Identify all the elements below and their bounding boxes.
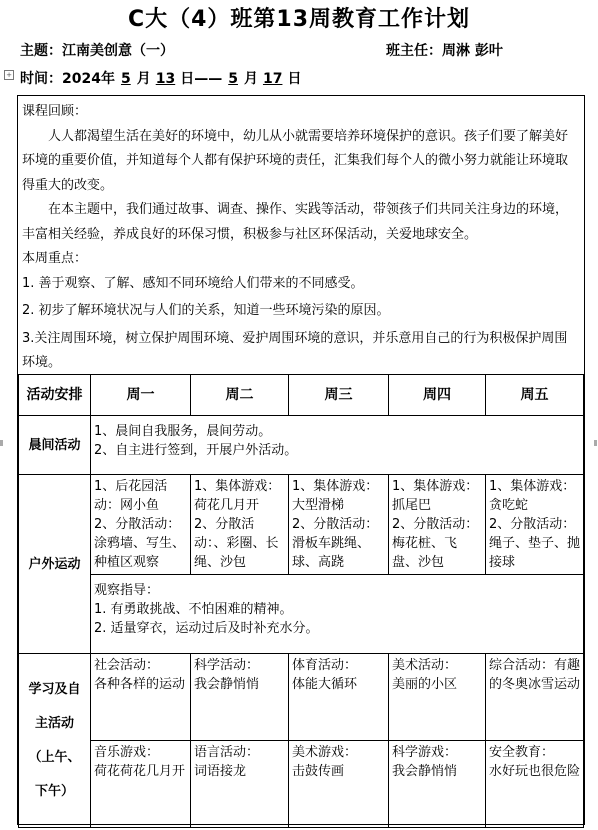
review-heading: 课程回顾： <box>22 104 88 119</box>
study-thursday-pm: 科学游戏： 我会静悄悄 <box>389 741 486 828</box>
observation-guide <box>91 575 584 654</box>
schedule-table <box>18 374 584 828</box>
time-month-1: 月 <box>136 71 151 87</box>
focus-point-2: 2. 初步了解环境状况与人们的关系，知道一些环境污染的原因。 <box>22 303 390 318</box>
focus-point-1: 1. 善于观察、了解、感知不同环境给人们带来的不同感受。 <box>22 275 364 291</box>
margin-marker <box>594 440 597 446</box>
time-line <box>20 68 301 88</box>
observation-row <box>19 575 584 654</box>
start-day: 13 <box>155 71 176 87</box>
study-monday-am: 社会活动： 各种各样的运动 <box>91 654 191 741</box>
study-thursday-am: 美术活动： 美丽的小区 <box>389 654 486 741</box>
observe-item-1: 1. 有勇敢挑战、不怕困难的精神。 <box>94 602 293 617</box>
review-paragraph-2: 在本主题中，我们通过故事、调查、操作、实践等活动，带领孩子们共同关注身边的环境，丰富相关经验，养成良好的环保习惯，积极参与社区环保活动，关爱地球安全。 <box>22 202 569 242</box>
outdoor-label: 户外运动 <box>19 475 91 654</box>
morning-row <box>19 416 584 475</box>
study-tuesday-am: 科学活动： 我会静悄悄 <box>191 654 289 741</box>
plan-frame <box>17 95 585 825</box>
teacher-names: 周淋 彭叶 <box>442 43 503 59</box>
study-tuesday-pm: 语言活动： 词语接龙 <box>191 741 289 828</box>
time-day-end: 日 <box>287 71 302 87</box>
study-friday-pm: 安全教育： 水好玩也很危险 <box>486 741 584 828</box>
theme-value: 江南美创意（一） <box>62 43 174 59</box>
morning-item-1: 1、晨间自我服务，晨间劳动。 <box>94 424 272 439</box>
outdoor-friday: 1、集体游戏：贪吃蛇 2、分散活动：绳子、垫子、抛接球 <box>486 475 584 575</box>
study-label-line-2: 主活动 <box>34 715 74 731</box>
morning-item-2: 2、自主进行签到，开展户外活动。 <box>94 443 298 458</box>
theme-label: 主题： <box>20 43 62 59</box>
time-label: 时间：2024年 <box>20 71 115 87</box>
study-wednesday-am: 体育活动： 体能大循环 <box>289 654 389 741</box>
study-label-line-1: 学习及自 <box>28 681 81 697</box>
teacher-line <box>386 40 503 60</box>
day-monday: 周一 <box>91 375 191 416</box>
study-row-2 <box>19 741 584 828</box>
end-month: 5 <box>228 71 238 87</box>
outdoor-wednesday: 1、集体游戏：大型滑梯 2、分散活动：滑板车跳绳、球、高跷 <box>289 475 389 575</box>
teacher-label: 班主任： <box>386 43 442 59</box>
day-friday: 周五 <box>486 375 584 416</box>
observe-item-2: 2. 适量穿衣，运动过后及时补充水分。 <box>94 621 319 636</box>
review-paragraph-1: 人人都渴望生活在美好的环境中，幼儿从小就需要培养环境保护的意识。孩子们要了解美好环境的重要价值，并知道每个人都有保护环境的责任，汇集我们每个人的微小努力就能让环境取得重大的改变。 <box>22 128 569 193</box>
focus-heading: 本周重点： <box>22 251 88 266</box>
study-wednesday-pm: 美术游戏： 击鼓传画 <box>289 741 389 828</box>
morning-label: 晨间活动 <box>19 416 91 475</box>
move-handle-icon[interactable]: + <box>4 70 14 80</box>
table-header-row <box>19 375 584 416</box>
day-wednesday: 周三 <box>289 375 389 416</box>
study-label <box>19 654 91 828</box>
day-thursday: 周四 <box>389 375 486 416</box>
time-month-2: 月 <box>243 71 258 87</box>
course-review <box>18 96 583 374</box>
theme-line <box>20 40 174 60</box>
page-title: C大（4）班第13周教育工作计划 <box>127 7 471 32</box>
outdoor-thursday: 1、集体游戏：抓尾巴 2、分散活动：梅花桩、飞盘、沙包 <box>389 475 486 575</box>
outdoor-monday: 1、后花园活动：网小鱼 2、分散活动：涂鸦墙、写生、种植区观察 <box>91 475 191 575</box>
observe-heading: 观察指导： <box>94 583 160 598</box>
morning-content <box>91 416 584 475</box>
study-label-line-3: （上午、 <box>28 749 81 765</box>
outdoor-row <box>19 475 584 575</box>
day-tuesday: 周二 <box>191 375 289 416</box>
study-row-1 <box>19 654 584 741</box>
header-label: 活动安排 <box>19 375 91 416</box>
study-monday-pm: 音乐游戏： 荷花荷花几月开 <box>91 741 191 828</box>
outdoor-tuesday: 1、集体游戏：荷花几月开 2、分散活动：、彩圈、长绳、沙包 <box>191 475 289 575</box>
study-label-line-4: 下午） <box>34 783 74 799</box>
end-day: 17 <box>262 71 283 87</box>
start-month: 5 <box>120 71 131 87</box>
focus-point-3: 3.关注周围环境，树立保护周围环境、爱护周围环境的意识，并乐意用自己的行为积极保护周围环境。 <box>22 330 568 370</box>
margin-marker <box>0 440 3 446</box>
study-friday-am: 综合活动：有趣的冬奥冰雪运动 <box>486 654 584 741</box>
time-range-sep: 日—— <box>180 71 223 87</box>
